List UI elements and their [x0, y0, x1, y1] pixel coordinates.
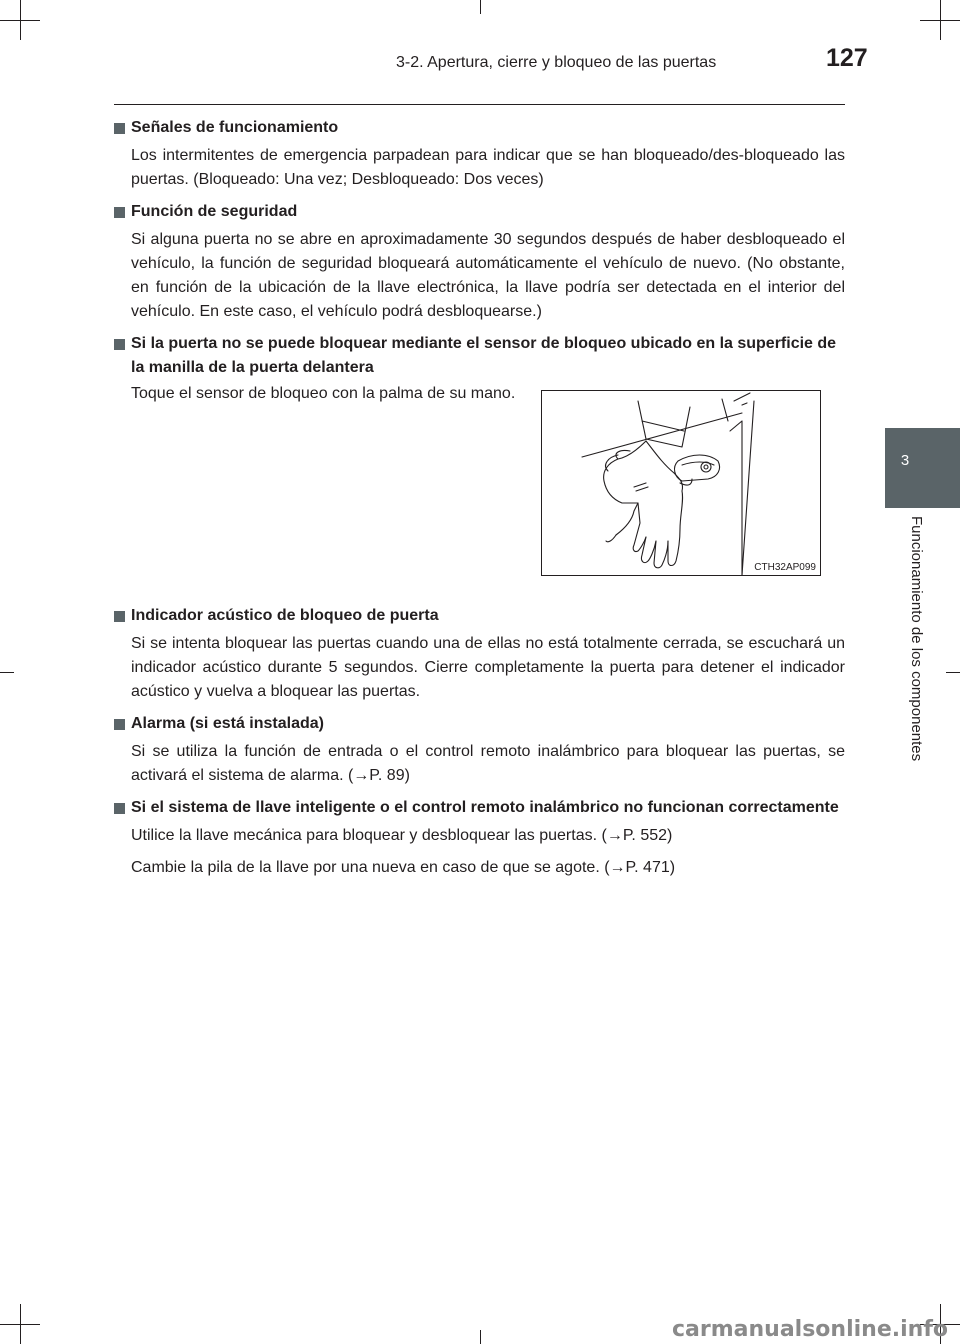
section-heading: [114, 116, 845, 140]
crop-mark: [940, 0, 941, 40]
section-paragraph: Si se utiliza la función de entrada o el control remoto inalámbrico para bloquear las puertas, se activará el sistema de alarma. (→P. 89): [131, 743, 845, 784]
hand-touching-sensor-drawing: [542, 391, 820, 575]
crop-mark: [20, 1304, 21, 1344]
heading-text: Alarma (si está instalada): [131, 715, 324, 732]
crop-mark: [946, 672, 960, 673]
watermark: carmanualsonline.info: [672, 1317, 948, 1342]
section-acoustic-indicator: [114, 604, 845, 704]
heading-text: Si la puerta no se puede bloquear mediante el sensor de bloqueo ubicado en la superficie de la manilla de la puerta delantera: [131, 335, 837, 376]
section-lock-sensor: [114, 332, 845, 596]
running-head: 3-2. Apertura, cierre y bloqueo de las puertas: [396, 54, 717, 71]
square-bullet-icon: [114, 803, 125, 814]
section-paragraph: Toque el sensor de bloqueo con la palma de su mano.: [131, 385, 516, 402]
door-handle-illustration: [541, 390, 821, 576]
crop-mark: [20, 0, 21, 40]
section-heading: [114, 604, 845, 628]
figure-row: [114, 380, 845, 596]
chapter-title: Funcionamiento de los componentes: [908, 516, 925, 762]
crop-mark: [480, 1330, 481, 1344]
heading-text: Señales de funcionamiento: [131, 119, 339, 136]
section-paragraph: Los intermitentes de emergencia parpadean para indicar que se han bloqueado/des-bloqueado las puertas. (Bloqueado: Una vez; Desbloqueado: Dos veces): [131, 147, 845, 188]
section-heading: [114, 712, 845, 736]
page-content: [114, 116, 845, 888]
section-operation-signals: [114, 116, 845, 192]
section-alarm: [114, 712, 845, 788]
page-number: 127: [826, 44, 868, 72]
header-rule: [114, 104, 845, 105]
section-security-function: [114, 200, 845, 324]
square-bullet-icon: [114, 611, 125, 622]
heading-text: Si el sistema de llave inteligente o el control remoto inalámbrico no funcionan correctamente: [131, 799, 839, 816]
section-paragraph: Utilice la llave mecánica para bloquear y desbloquear las puertas. (→P. 552): [131, 827, 673, 844]
square-bullet-icon: [114, 719, 125, 730]
section-heading: [114, 200, 845, 224]
section-paragraph: Si se intenta bloquear las puertas cuando una de ellas no está totalmente cerrada, se escuchará un indicador acústico durante 5 segundos. Cierre completamente la puerta para detener el indicador acústico y vuelva a bloquear las puertas.: [131, 635, 845, 700]
chapter-number: 3: [900, 452, 910, 469]
heading-text: Indicador acústico de bloqueo de puerta: [131, 607, 439, 624]
square-bullet-icon: [114, 339, 125, 350]
crop-mark: [0, 672, 14, 673]
crop-mark: [480, 0, 481, 14]
section-heading: [114, 332, 845, 380]
section-paragraph: Si alguna puerta no se abre en aproximadamente 30 segundos después de haber desbloqueado el vehículo, la función de seguridad bloqueará automáticamente el vehículo de nuevo. (No obstante, en función de la ubicación de la llave electrónica, la llave podría ser detectada en el interior del vehículo. En este caso, el vehículo podrá desbloquearse.): [131, 231, 845, 320]
section-heading: [114, 796, 845, 820]
chapter-tab: [885, 428, 960, 508]
figure-code: CTH32AP099: [754, 562, 816, 573]
section-smart-key-failure: [114, 796, 845, 880]
square-bullet-icon: [114, 123, 125, 134]
section-paragraph: Cambie la pila de la llave por una nueva en caso de que se agote. (→P. 471): [131, 859, 676, 876]
square-bullet-icon: [114, 207, 125, 218]
heading-text: Función de seguridad: [131, 203, 298, 220]
